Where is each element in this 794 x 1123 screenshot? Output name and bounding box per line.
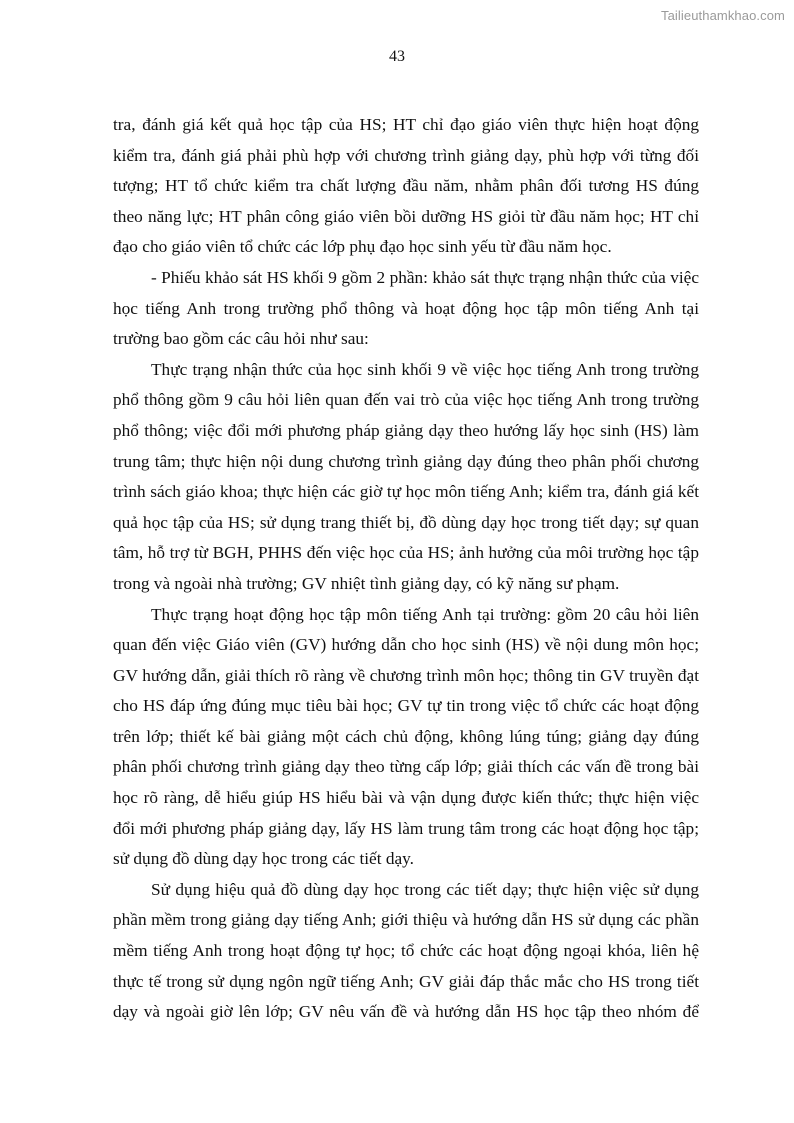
paragraph-line: đạo cho giáo viên tổ chức các lớp phụ đạo học sinh yếu từ đầu năm học. [113,237,612,257]
paragraph-line: thực tế trong sử dụng ngôn ngữ tiếng Anh; GV giải đáp thắc mắc cho HS trong tiết [113,971,699,991]
paragraph [113,875,699,1028]
paragraph-line: Thực trạng nhận thức của học sinh khối 9 về việc học tiếng Anh trong trường [151,359,699,379]
paragraph-line: trên lớp; thiết kế bài giảng một cách chủ động, không lúng túng; giảng dạy đúng [113,726,699,746]
paragraph-line: đổi mới phương pháp giảng dạy, lấy HS làm trung tâm trong các hoạt động học tập; [113,818,699,838]
paragraph-line: tượng; HT tổ chức kiểm tra chất lượng đầu năm, nhằm phân đối tương HS đúng [113,176,699,196]
paragraph-line: phổ thông gồm 9 câu hỏi liên quan đến vai trò của việc học tiếng Anh trong trường [113,390,699,410]
paragraph-line: mềm tiếng Anh trong hoạt động tự học; tổ chức các hoạt động ngoại khóa, liên hệ [113,941,699,961]
paragraph [113,110,699,263]
paragraph-line: trường bao gồm các câu hỏi như sau: [113,329,369,349]
paragraph-line: Thực trạng hoạt động học tập môn tiếng Anh tại trường: gồm 20 câu hỏi liên [151,604,699,624]
paragraph-line: quả học tập của HS; sử dụng trang thiết bị, đồ dùng dạy học trong tiết dạy; sự quan [113,512,699,532]
paragraph-line: học rõ ràng, dễ hiểu giúp HS hiểu bài và vận dụng được kiến thức; thực hiện việc [113,788,699,808]
paragraph-line: trình sách giáo khoa; thực hiện các giờ tự học môn tiếng Anh; kiểm tra, đánh giá kết [113,482,699,502]
paragraph-line: sử dụng đồ dùng dạy học trong các tiết dạy. [113,849,414,869]
paragraph-line: phổ thông; việc đổi mới phương pháp giảng dạy theo hướng lấy học sinh (HS) làm [113,420,699,440]
paragraph-line: GV hướng dẫn, giải thích rõ ràng về chương trình môn học; thông tin GV truyền đạt [113,665,699,685]
paragraph-line: tra, đánh giá kết quả học tập của HS; HT chỉ đạo giáo viên thực hiện hoạt động [113,115,699,134]
paragraph-line: phần mềm trong giảng dạy tiếng Anh; giới thiệu và hướng dẫn HS sử dụng các phần [113,910,699,930]
paragraph-line: - Phiếu khảo sát HS khối 9 gồm 2 phần: khảo sát thực trạng nhận thức của việc [151,267,699,287]
paragraph [113,600,699,875]
paragraph-line: phân phối chương trình giảng dạy theo từng cấp lớp; giải thích các vấn đề trong bài [113,757,699,777]
document-body [113,110,699,1028]
paragraph [113,263,699,355]
watermark: Tailieuthamkhao.com [660,8,785,23]
paragraph-line: tâm, hỗ trợ từ BGH, PHHS đến việc học của HS; ảnh hưởng của môi trường học tập [113,543,699,563]
paragraph-line: Sử dụng hiệu quả đồ dùng dạy học trong các tiết dạy; thực hiện việc sử dụng [151,879,699,899]
paragraph-line: cho HS đáp ứng đúng mục tiêu bài học; GV tự tin trong việc tổ chức các hoạt động [113,696,699,716]
paragraph-line: dạy và ngoài giờ lên lớp; GV nêu vấn đề và hướng dẫn HS học tập theo nhóm để [113,1002,699,1022]
page-number: 43 [389,48,405,65]
paragraph [113,355,699,600]
paragraph-line: học tiếng Anh trong trường phổ thông và hoạt động học tập môn tiếng Anh tại [113,298,699,318]
paragraph-line: theo năng lực; HT phân công giáo viên bồi dưỡng HS giỏi từ đầu năm học; HT chỉ [113,206,699,226]
paragraph-line: kiểm tra, đánh giá phải phù hợp với chương trình giảng dạy, phù hợp với từng đối [113,145,699,165]
paragraph-line: quan đến việc Giáo viên (GV) hướng dẫn cho học sinh (HS) về nội dung môn học; [113,635,699,655]
paragraph-line: trong và ngoài nhà trường; GV nhiệt tình giảng dạy, có kỹ năng sư phạm. [113,573,620,593]
paragraph-line: trung tâm; thực hiện nội dung chương trình giảng dạy đúng theo phân phối chương [113,451,699,471]
